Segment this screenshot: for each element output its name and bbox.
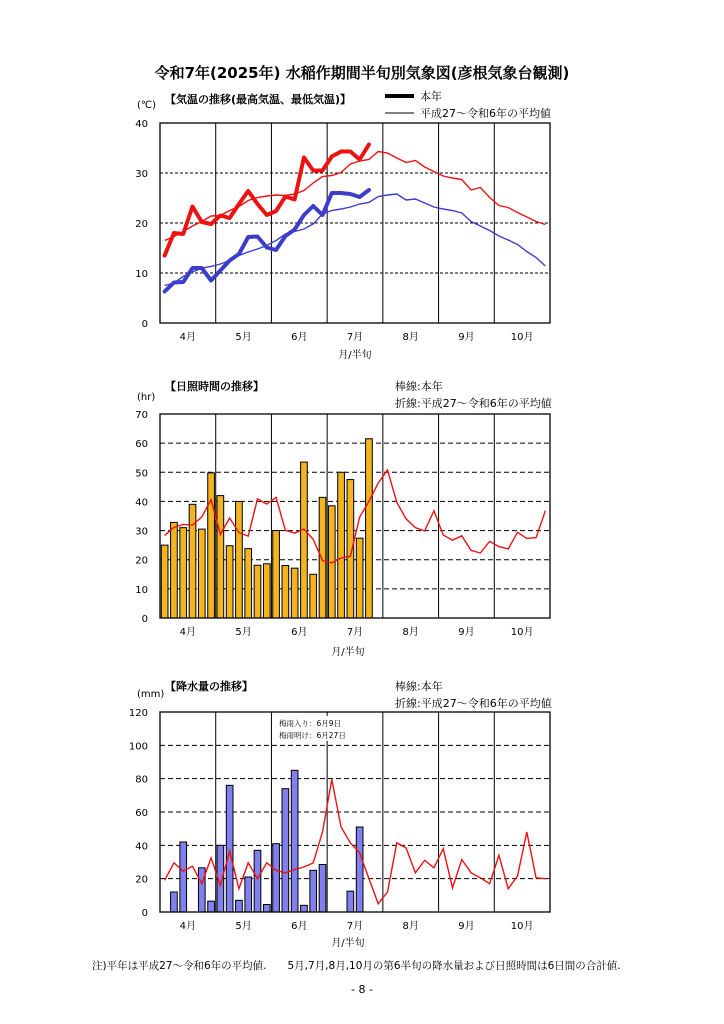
sunshine-chart-title: 【日照時間の推移】 bbox=[165, 380, 264, 393]
precipitation-bar bbox=[245, 877, 252, 912]
temperature-x-tick-label: 4月 bbox=[179, 332, 197, 343]
sunshine-y-tick-label: 40 bbox=[135, 497, 148, 509]
page-number: - 8 - bbox=[351, 983, 373, 996]
temperature-x-tick-label: 8月 bbox=[402, 332, 419, 343]
precipitation-bar bbox=[180, 842, 187, 912]
temperature-y-tick-label: 20 bbox=[135, 219, 148, 230]
precipitation-y-tick-label: 60 bbox=[135, 808, 148, 819]
precipitation-x-tick-label: 5月 bbox=[235, 921, 252, 932]
precipitation-bar bbox=[263, 905, 270, 913]
sunshine-y-tick-label: 0 bbox=[141, 614, 148, 625]
precipitation-bar bbox=[208, 901, 215, 912]
sunshine-y-tick-label: 50 bbox=[135, 468, 148, 480]
temperature-y-tick-label: 40 bbox=[135, 119, 148, 130]
precipitation-y-tick-label: 120 bbox=[128, 708, 148, 719]
temperature-x-axis-label: 月/半旬 bbox=[338, 350, 372, 361]
precipitation-axis-labels bbox=[129, 708, 534, 932]
precipitation-x-tick-label: 10月 bbox=[510, 921, 534, 932]
sunshine-x-tick-label: 9月 bbox=[458, 627, 475, 638]
temperature-x-tick-label: 7月 bbox=[346, 332, 364, 343]
temperature-y-tick-label: 0 bbox=[141, 319, 148, 330]
precipitation-bar bbox=[301, 905, 308, 912]
sunshine-y-unit: (hr) bbox=[137, 392, 156, 403]
sunshine-x-tick-label: 8月 bbox=[402, 627, 419, 638]
precipitation-x-tick-label: 4月 bbox=[179, 921, 197, 932]
precipitation-bar bbox=[171, 892, 178, 912]
sunshine-x-tick-label: 5月 bbox=[235, 627, 252, 638]
precipitation-bar bbox=[282, 789, 289, 912]
temperature-legend-normal: 平成27～令和6年の平均値 bbox=[420, 107, 551, 120]
precipitation-x-tick-label: 7月 bbox=[346, 921, 364, 932]
precipitation-y-unit: (mm) bbox=[137, 689, 165, 700]
temperature-y-unit: (℃) bbox=[137, 100, 157, 111]
precipitation-bar bbox=[254, 850, 261, 912]
sunshine-y-tick-label: 70 bbox=[135, 410, 148, 421]
temperature-chart-title: 【気温の推移(最高気温、最低気温)】 bbox=[165, 93, 352, 106]
precipitation-y-tick-label: 20 bbox=[135, 874, 148, 886]
temperature-x-tick-label: 6月 bbox=[291, 332, 308, 343]
precipitation-x-tick-label: 9月 bbox=[458, 921, 475, 932]
precipitation-bar bbox=[198, 868, 205, 912]
precipitation-legend-line: 折線:平成27～令和6年の平均値 bbox=[395, 697, 552, 710]
precipitation-bar bbox=[291, 770, 298, 912]
rainy-season-start-note: 梅雨入り：6月9日 bbox=[279, 719, 342, 728]
sunshine-x-tick-label: 4月 bbox=[179, 627, 197, 638]
precipitation-y-tick-label: 0 bbox=[141, 908, 148, 919]
temperature-y-tick-label: 10 bbox=[135, 269, 148, 280]
sunshine-x-tick-label: 10月 bbox=[510, 627, 534, 638]
sunshine-x-axis-label: 月/半旬 bbox=[331, 647, 365, 658]
temperature-x-tick-label: 5月 bbox=[235, 332, 252, 343]
footnote: 注)平年は平成27～令和6年の平均値. 5月,7月,8月,10月の第6半旬の降水量および日照時間は6日間の合計値. bbox=[92, 960, 621, 972]
precipitation-x-tick-label: 8月 bbox=[402, 921, 419, 932]
precipitation-legend-bar: 棒線:本年 bbox=[395, 680, 443, 693]
temperature-legend-current: 本年 bbox=[420, 90, 442, 103]
precipitation-bar bbox=[347, 891, 354, 912]
sunshine-y-tick-label: 10 bbox=[135, 584, 148, 596]
precipitation-bar bbox=[356, 827, 363, 912]
sunshine-legend-line: 折線:平成27～令和6年の平均値 bbox=[395, 397, 552, 410]
temperature-y-tick-label: 30 bbox=[135, 169, 148, 180]
precipitation-bar bbox=[310, 870, 317, 912]
sunshine-x-tick-label: 6月 bbox=[291, 627, 308, 638]
sunshine-x-tick-label: 7月 bbox=[346, 627, 364, 638]
sunshine-y-tick-label: 20 bbox=[135, 555, 148, 567]
sunshine-y-tick-label: 30 bbox=[135, 526, 148, 538]
rainy-season-end-note: 梅雨明け：6月27日 bbox=[279, 731, 346, 740]
temperature-x-tick-label: 9月 bbox=[458, 332, 475, 343]
precipitation-bar bbox=[236, 900, 243, 912]
precipitation-x-tick-label: 6月 bbox=[291, 921, 308, 932]
sunshine-y-tick-label: 60 bbox=[135, 439, 148, 451]
precipitation-bar bbox=[273, 844, 280, 912]
sunshine-legend-bar: 棒線:本年 bbox=[395, 380, 443, 393]
precipitation-chart-title: 【降水量の推移】 bbox=[165, 680, 253, 693]
page-title: 令和7年(2025年) 水稲作期間半旬別気象図(彦根気象台観測) bbox=[154, 64, 570, 82]
precipitation-y-tick-label: 80 bbox=[135, 774, 148, 786]
precipitation-x-axis-label: 月/半旬 bbox=[331, 938, 365, 949]
precipitation-y-tick-label: 40 bbox=[135, 841, 148, 853]
precipitation-y-tick-label: 100 bbox=[128, 741, 148, 753]
precipitation-bar bbox=[319, 865, 326, 913]
temperature-x-tick-label: 10月 bbox=[510, 332, 534, 343]
